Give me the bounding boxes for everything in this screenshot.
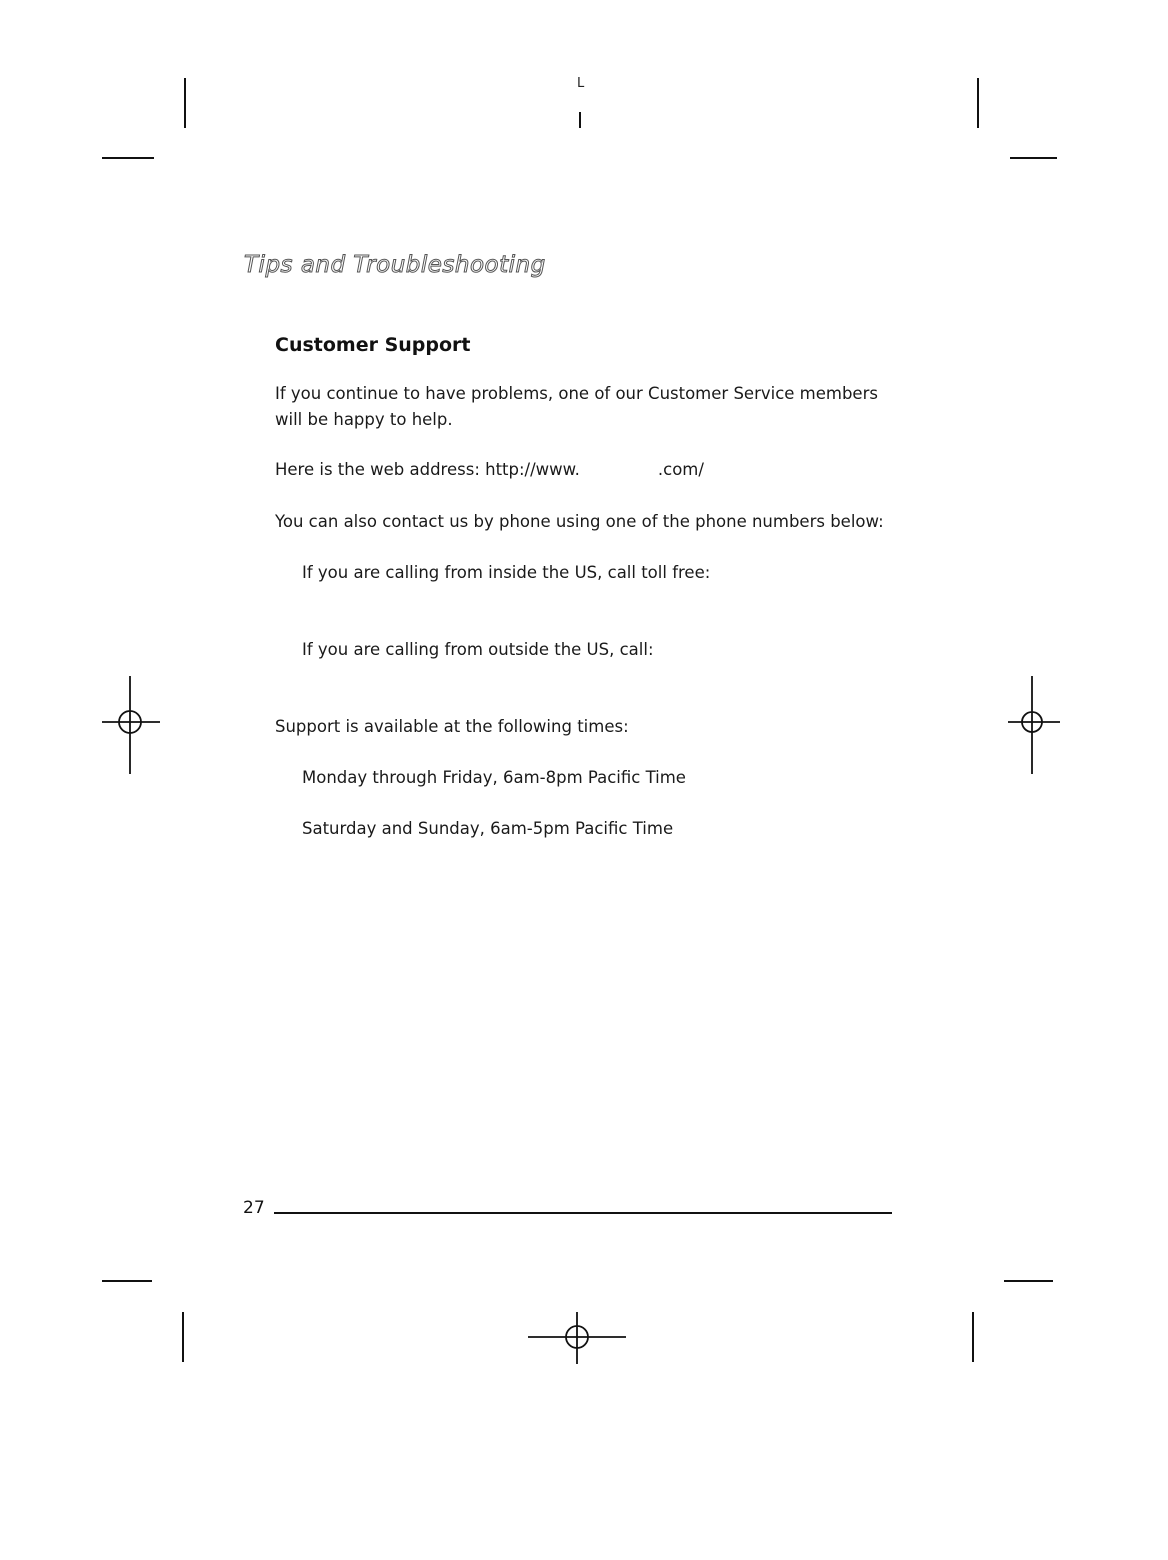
registration-mark-right-icon [1006, 676, 1062, 774]
web-address-line [275, 457, 704, 482]
weekend-hours: Saturday and Sunday, 6am-5pm Pacific Time [302, 819, 674, 838]
support-times-intro: Support is available at the following times: [275, 717, 629, 736]
crop-mark-top-right-horizontal [1010, 157, 1057, 159]
weekday-hours: Monday through Friday, 6am-8pm Pacific Time [302, 768, 686, 787]
crop-mark-bottom-right-horizontal [1004, 1280, 1053, 1282]
footer-rule [274, 1212, 892, 1214]
web-address-prefix: Here is the web address: http://www. [275, 460, 580, 479]
crop-mark-bottom-left-vertical [182, 1312, 184, 1362]
crop-mark-top-left-vertical [184, 78, 186, 128]
registration-mark-left-icon [100, 676, 162, 774]
registration-mark-bottom-icon [528, 1312, 626, 1364]
customer-support-heading: Customer Support [275, 334, 471, 356]
crop-mark-bottom-left-horizontal [102, 1280, 152, 1282]
intro-line-2: will be happy to help. [275, 410, 453, 429]
phone-intro: You can also contact us by phone using one of the phone numbers below: [275, 512, 884, 531]
section-title: Tips and Troubleshooting [244, 252, 546, 278]
phone-inside-us: If you are calling from inside the US, call toll free: [302, 563, 711, 582]
crop-mark-top-right-vertical [977, 78, 979, 128]
crop-mark-bottom-right-vertical [972, 1312, 974, 1362]
top-center-mark-text: L [577, 76, 585, 91]
phone-outside-us: If you are calling from outside the US, call: [302, 640, 654, 659]
crop-mark-top-center [579, 112, 581, 128]
web-address-suffix: .com/ [657, 460, 704, 479]
crop-mark-top-left-horizontal [102, 157, 154, 159]
page-number: 27 [243, 1198, 265, 1218]
intro-line-1: If you continue to have problems, one of our Customer Service members [275, 384, 878, 403]
